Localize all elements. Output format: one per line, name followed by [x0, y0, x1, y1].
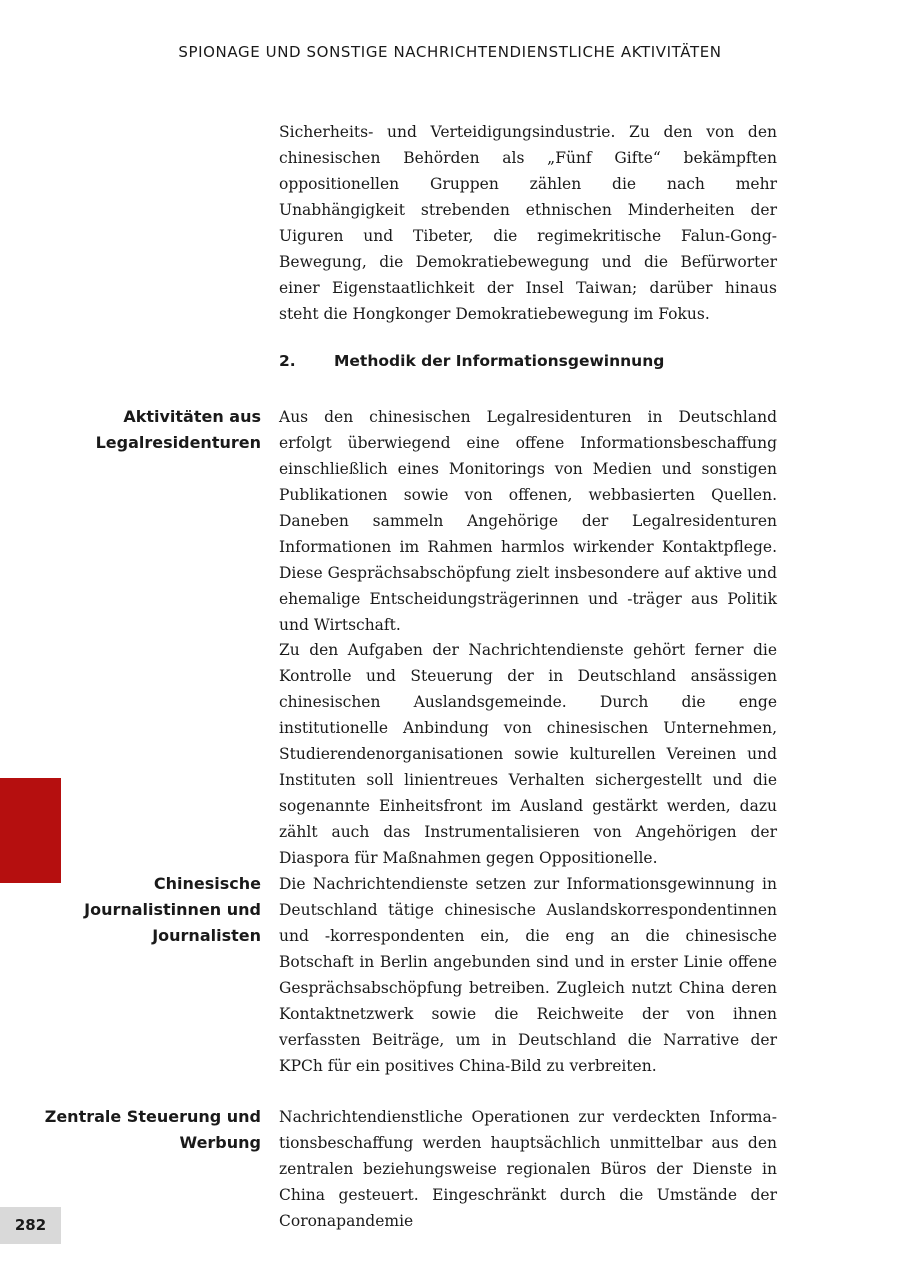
paragraph-steuerung: Nachrichtendienstliche Operationen zur verdeckten Informationsbeschaffung werden hauptsächlich unmittelbar aus den zentralen beziehungsweise regionalen Büros der Dienste in China gesteuert. Eingeschränkt durch die Umstände der Coronapandemie [279, 1108, 777, 1230]
margin-note-steuerung: Zentrale Steuerung und Werbung [44, 1107, 261, 1152]
paragraph-legalresidenturen: Aus den chinesischen Legalresidenturen in Deutschland erfolgt überwiegend eine offene Informationsbeschaffung einschließlich eines Monitorings von Medien und sonstigen Publikationen sowie von offenen, webbasierten Quellen. Daneben sammeln Angehörige der Legalresidenturen Informationen im Rahmen harmlos wirkender Kontaktpflege. Diese Gesprächsabschöpfung zielt insbesondere auf aktive und ehemalige Entscheidungsträgerinnen und -träger aus Politik und Wirtschaft. [279, 408, 777, 634]
paragraph-intro: Sicherheits- und Verteidigungsindustrie. Zu den von den chinesischen Behörden als „Fünf Gifte“ bekämpften oppositionellen Gruppen zählen die nach mehr Unabhängigkeit strebenden ethnischen Minderheiten der Uiguren und Tibeter, die regimekritische Falun-Gong-Bewegung, die Demokratiebewegung und die Befürworter einer Eigenstaatlichkeit der Insel Taiwan; darüber hinaus steht die Hongkonger Demokratiebewegung im Fokus. [279, 123, 777, 323]
section-title: Methodik der Informationsgewinnung [334, 352, 665, 370]
chapter-tab-marker [0, 778, 61, 883]
paragraph-journalisten: Die Nachrichtendienste setzen zur Informationsgewinnung in Deutschland tätige chinesische Auslandskorrespondentinnen und -korrespondenten ein, die eng an die chinesische Botschaft in Berlin angebunden sind und in erster Linie offene Gesprächsabschöpfung betreiben. Zugleich nutzt China deren Kontaktnetzwerk sowie die Reichweite der von ihnen verfassten Beiträge, um in Deutschland die Narrative der KPCh für ein positives China-Bild zu verbreiten. [279, 875, 777, 1075]
margin-note-journalisten: Chinesische Journalistinnen und Journalisten [84, 874, 261, 945]
section-heading [279, 352, 664, 370]
running-head: SPIONAGE UND SONSTIGE NACHRICHTENDIENSTLICHE AKTIVITÄTEN [178, 43, 722, 61]
page-number: 282 [0, 1207, 61, 1244]
paragraph-auslandsgemeinde: Zu den Aufgaben der Nachrichtendienste gehört ferner die Kontrolle und Steuerung der in Deutschland ansässigen chinesischen Auslandsgemeinde. Durch die enge institutionelle Anbindung von chinesischen Unternehmen, Studierendenorganisationen sowie kulturellen Vereinen und Instituten soll linientreues Verhalten sichergestellt und die sogenannte Einheitsfront im Ausland gestärkt werden, dazu zählt auch das Instrumentalisieren von Angehörigen der Diaspora für Maßnahmen gegen Oppositionelle. [279, 641, 777, 867]
margin-note-legalresidenturen: Aktivitäten aus Legalresidenturen [95, 407, 261, 452]
section-number: 2. [279, 352, 296, 370]
